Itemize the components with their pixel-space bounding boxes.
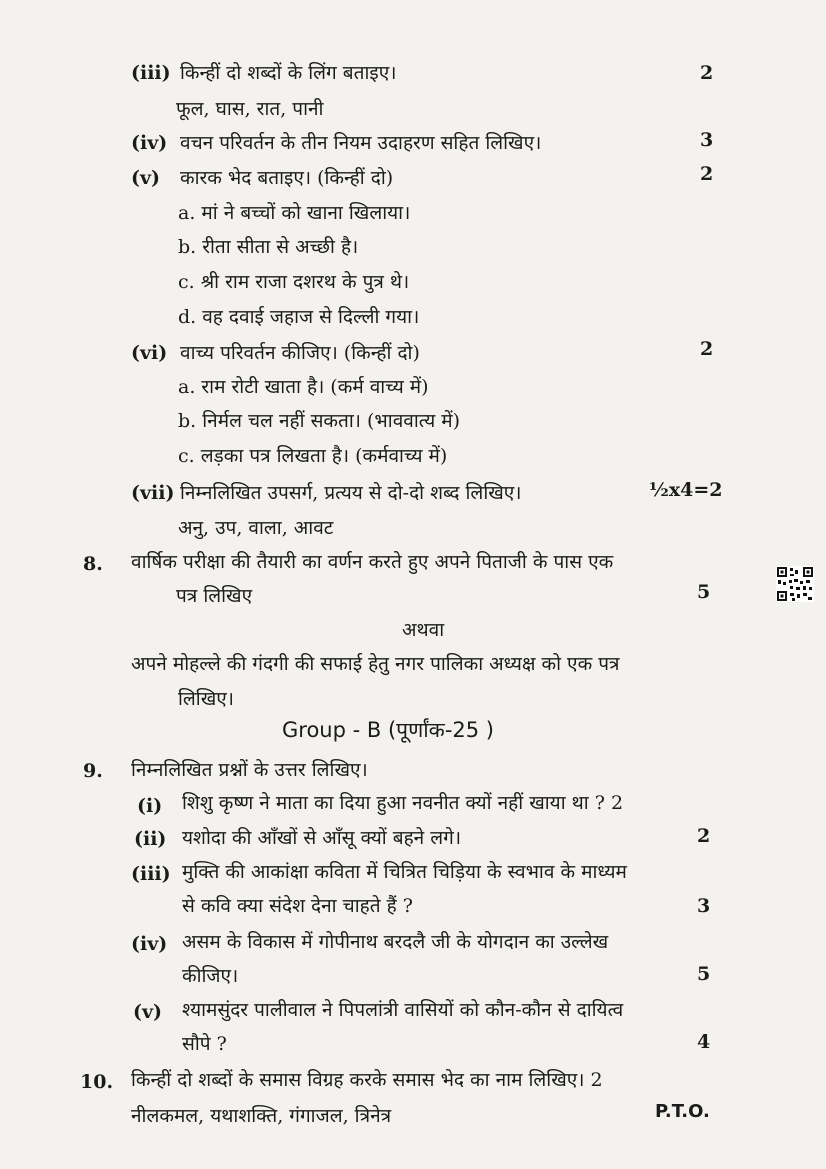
q7-vii-words: अनु, उप, वाला, आवट — [178, 517, 334, 539]
q9-iv-number: (iv) — [131, 933, 168, 955]
q7-v-marks: 2 — [700, 163, 714, 185]
q9-iii-marks: 3 — [697, 895, 711, 917]
q8-number: 8. — [83, 553, 103, 575]
q7-vi-number: (vi) — [131, 342, 168, 364]
q9-ii-text: यशोदा की आँखों से आँसू क्यों बहने लगे। — [182, 827, 462, 849]
q7-iv-marks: 3 — [700, 129, 714, 151]
q8-line-1: वार्षिक परीक्षा की तैयारी का वर्णन करते हुए अपने पिताजी के पास एक — [131, 551, 614, 573]
q7-iv-number: (iv) — [131, 132, 168, 154]
q7-vi-text: वाच्य परिवर्तन कीजिए। (किन्हीं दो) — [180, 342, 420, 364]
q9-number: 9. — [83, 760, 103, 782]
q9-iii-number: (iii) — [131, 863, 171, 885]
q9-iv-line-2: कीजिए। — [182, 965, 239, 987]
q9-iii-line-2: से कवि क्या संदेश देना चाहते हैं ? — [182, 895, 413, 917]
q7-iv-text: वचन परिवर्तन के तीन नियम उदाहरण सहित लिखिए। — [180, 132, 542, 154]
q7-vi-item-a: a. राम रोटी खाता है। (कर्म वाच्य में) — [178, 376, 429, 398]
q7-vi-marks: 2 — [700, 338, 714, 360]
q9-v-line-2: सौपे ? — [182, 1033, 227, 1055]
q7-iii-text: किन्हीं दो शब्दों के लिंग बताइए। — [180, 62, 397, 84]
q9-v-marks: 4 — [697, 1031, 711, 1053]
q9-i-number: (i) — [137, 795, 163, 817]
q7-vii-number: (vii) — [131, 482, 175, 504]
q10-words: नीलकमल, यथाशक्ति, गंगाजल, त्रिनेत्र — [131, 1105, 392, 1127]
qr-code — [776, 566, 814, 602]
q9-ii-marks: 2 — [697, 825, 711, 847]
q9-v-number: (v) — [133, 1001, 163, 1023]
q7-iii-number: (iii) — [131, 62, 171, 84]
group-b-heading: Group - B (पूर्णांक-25 ) — [282, 718, 494, 742]
q9-v-line-1: श्यामसुंदर पालीवाल ने पिपलांत्री वासियों को कौन-कौन से दायित्व — [182, 999, 624, 1021]
q7-iii-words: फूल, घास, रात, पानी — [176, 98, 324, 120]
q9-ii-number: (ii) — [134, 828, 167, 850]
q7-v-text: कारक भेद बताइए। (किन्हीं दो) — [180, 167, 394, 189]
q7-vii-text: निम्नलिखित उपसर्ग, प्रत्यय से दो-दो शब्द लिखिए। — [180, 482, 522, 504]
q7-v-item-b: b. रीता सीता से अच्छी है। — [178, 236, 359, 258]
q8-or: अथवा — [402, 619, 445, 641]
q7-v-item-a: a. मां ने बच्चों को खाना खिलाया। — [178, 202, 411, 224]
q9-text: निम्नलिखित प्रश्नों के उत्तर लिखिए। — [131, 759, 368, 781]
q7-iii-marks: 2 — [700, 62, 714, 84]
q7-v-item-c: c. श्री राम राजा दशरथ के पुत्र थे। — [178, 271, 410, 293]
q8-alt-line-2: लिखिए। — [178, 688, 234, 710]
q9-iv-line-1: असम के विकास में गोपीनाथ बरदलै जी के योगदान का उल्लेख — [182, 931, 609, 953]
q10-number: 10. — [80, 1071, 114, 1093]
q10-text: किन्हीं दो शब्दों के समास विग्रह करके समास भेद का नाम लिखिए। 2 — [131, 1069, 603, 1091]
q7-vi-item-c: c. लड़का पत्र लिखता है। (कर्मवाच्य में) — [178, 445, 448, 467]
q9-iv-marks: 5 — [697, 963, 711, 985]
q8-alt-line-1: अपने मोहल्ले की गंदगी की सफाई हेतु नगर पालिका अध्यक्ष को एक पत्र — [131, 653, 620, 675]
q9-iii-line-1: मुक्ति की आकांक्षा कविता में चित्रित चिड़िया के स्वभाव के माध्यम — [182, 861, 627, 883]
q8-marks: 5 — [697, 581, 711, 603]
q7-v-item-d: d. वह दवाई जहाज से दिल्ली गया। — [178, 306, 420, 328]
q7-vii-marks: ½x4=2 — [649, 479, 723, 501]
q7-vi-item-b: b. निर्मल चल नहीं सकता। (भाववात्य में) — [178, 410, 461, 432]
q7-v-number: (v) — [131, 167, 161, 189]
q8-line-2: पत्र लिखिए — [176, 585, 253, 607]
q9-i-text: शिशु कृष्ण ने माता का दिया हुआ नवनीत क्यों नहीं खाया था ? 2 — [182, 792, 624, 814]
pto-label: P.T.O. — [655, 1101, 710, 1122]
